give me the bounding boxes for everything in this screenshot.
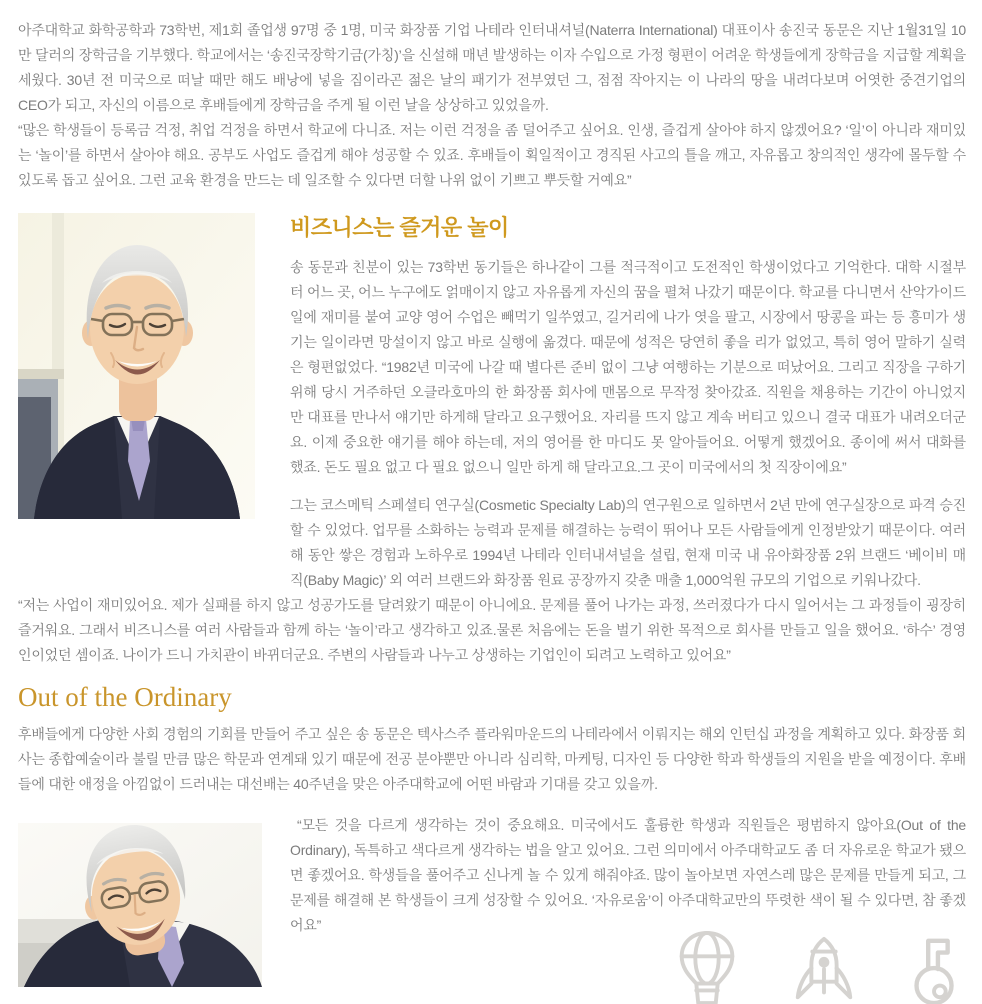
section1-paragraph-2: 그는 코스메틱 스페셜티 연구실(Cosmetic Specialty Lab)의 연구원으로 일하면서 2년 만에 연구실장으로 파격 승진할 수 있었다. 업무를 소화하는 능력과 문제를 해결하는 능력이 뛰어나 모든 사람들에게 인정받았기 때문이다. 여러 해 동안 쌓은 경험과 노하우로 1994년 나테라 인터내셔널을 설립, 현재 미국 내 유아화장품 2위 브랜드 ‘베이비 매직(Baby Magic)’ 외 여러 브랜드와 화장품 원료 공장까지 갖춘 매출 1,000억원 규모의 기업으로 키워나갔다. <box>290 497 966 588</box>
portrait-photo-1 <box>18 213 255 519</box>
section-business-is-play <box>18 213 966 593</box>
portrait-photo-2 <box>18 823 262 987</box>
intro-paragraph: 아주대학교 화학공학과 73학번, 제1회 졸업생 97명 중 1명, 미국 화장품 기업 나테라 인터내셔널(Naterra International) 대표이사 송진국 동문은 지난 1월31일 10만 달러의 장학금을 기부했다. 학교에서는 ‘송진국장학기금(가칭)’을 신설해 매년 발생하는 이자 수입으로 가정 형편이 어려운 학생들에게 장학금을 지급할 계획을 세웠다. 30년 전 미국으로 떠날 때만 해도 배낭에 넣을 짐이라곤 젊은 날의 패기가 전부였던 그, 점점 작아지는 이 나라의 땅을 내려다보며 어엿한 중견기업의 CEO가 되고, 자신의 이름으로 후배들에게 장학금을 주게 될 이런 날을 상상하고 있었을까. <box>18 22 967 113</box>
portrait-photo-2-image <box>18 823 262 987</box>
section1-text-column <box>290 213 966 593</box>
section2-paragraph-1: 후배들에게 다양한 사회 경험의 기회를 만들어 주고 싶은 송 동문은 텍사스주 플라워마운드의 나테라에서 이뤄지는 해외 인턴십 과정을 계획하고 있다. 화장품 회사는 종합예술이라 불릴 만큼 많은 학문과 연계돼 있기 때문에 전공 분야뿐만 아니라 심리학, 마케팅, 디자인 등 다양한 학과 학생들의 지원을 받을 예정이다. 후배들에 대한 애정을 아낌없이 드러내는 대선배는 40주년을 맞은 아주대학교에 어떤 바람과 기대를 갖고 있을까. <box>18 726 966 792</box>
quote-paragraph-1: “많은 학생들이 등록금 걱정, 취업 걱정을 하면서 학교에 다니죠. 저는 이런 걱정을 좀 덜어주고 싶어요. 인생, 즐겁게 살아야 하지 않겠어요? ‘일’이 아니라 재미있는 ‘놀이’를 하면서 살아야 해요. 공부도 사업도 즐겁게 해야 성공할 수 있죠. 후배들이 획일적이고 경직된 사고의 틀을 깨고, 자유롭고 창의적인 생각에 몰두할 수 있도록 돕고 싶어요. 그런 교육 환경을 만드는 데 일조할 수 있다면 더할 나위 없이 기쁘고 뿌듯할 거예요” <box>18 122 966 188</box>
section1-heading: 비즈니스는 즐거운 놀이 <box>290 215 509 240</box>
key-icon <box>912 936 958 1004</box>
section2-quote-column <box>290 813 966 938</box>
section1-paragraph-1: 송 동문과 친분이 있는 73학번 동기들은 하나같이 그를 적극적이고 도전적인 학생이었다고 기억한다. 대학 시절부터 어느 곳, 어느 누구에도 얽매이지 않고 자유롭게 자신의 꿈을 펼쳐 나갔기 때문이다. 학교를 다니면서 산악가이드 일에 재미를 붙여 교양 영어 수업은 빼먹기 일쑤였고, 길거리에 나가 엿을 팔고, 시장에서 땅콩을 파는 등 흥미가 생기는 일이라면 망설이지 않고 바로 실행에 옮겼다. 때문에 성적은 당연히 좋을 리가 없었고, 특히 영어 말하기 실력은 형편없었다. “1982년 미국에 나갈 때 별다른 준비 없이 그냥 여행하는 기분으로 떠났어요. 그리고 직장을 구하기 위해 당시 거주하던 오클라호마의 한 화장품 회사에 맨몸으로 무작정 찾아갔죠. 직원을 채용하는 기간이 아니었지만 대표를 만나서 얘기만 하게해 달라고 요구했어요. 자리를 뜨지 않고 계속 버티고 있으니 결국 대표가 내려오더군요. 이제 중요한 얘기를 해야 하는데, 저의 영어를 한 마디도 못 알아들어요. 어떻게 했겠어요. 종이에 써서 대화를 했죠. 돈도 필요 없고 다 필요 없으니 일만 하게 해 달라고요.그 곳이 미국에서의 첫 직장이에요” <box>290 259 966 475</box>
section2-heading: Out of the Ordinary <box>18 682 232 712</box>
portrait-photo-1-image <box>18 213 255 519</box>
hot-air-balloon-icon <box>678 930 736 1004</box>
quote-paragraph-2: “저는 사업이 재미있어요. 제가 실패를 하지 않고 성공가도를 달려왔기 때문이 아니에요. 문제를 풀어 나가는 과정, 쓰러졌다가 다시 일어서는 그 과정들이 굉장히 즐거워요. 그래서 비즈니스를 여러 사람들과 함께 하는 ‘놀이’라고 생각하고 있죠.물론 처음에는 돈을 벌기 위한 목적으로 회사를 만들고 일을 했어요. ‘하수’ 경영인이었던 셈이죠. 나이가 드니 가치관이 바뀌더군요. 주변의 사람들과 나누고 상생하는 기업인이 되려고 노력하고 있어요” <box>18 597 966 663</box>
decorative-icons <box>678 930 958 1004</box>
rocket-icon <box>792 936 856 1004</box>
quote-paragraph-3: “모든 것을 다르게 생각하는 것이 중요해요. 미국에서도 훌륭한 학생과 직원들은 평범하지 않아요(Out of the Ordinary), 독특하고 색다르게 생각하는 법을 알고 있어요. 그런 의미에서 아주대학교도 좀 더 자유로운 학교가 됐으면 좋겠어요. 학생들을 풀어주고 신나게 놀 수 있게 해줘야죠. 많이 놀아보면 자연스레 많은 문제를 만들게 되고, 그 문제를 해결해 본 학생들이 크게 성장할 수 있어요. ‘자유로움’이 아주대학교만의 뚜렷한 색이 될 수 있다면, 참 좋겠어요” <box>290 817 966 933</box>
